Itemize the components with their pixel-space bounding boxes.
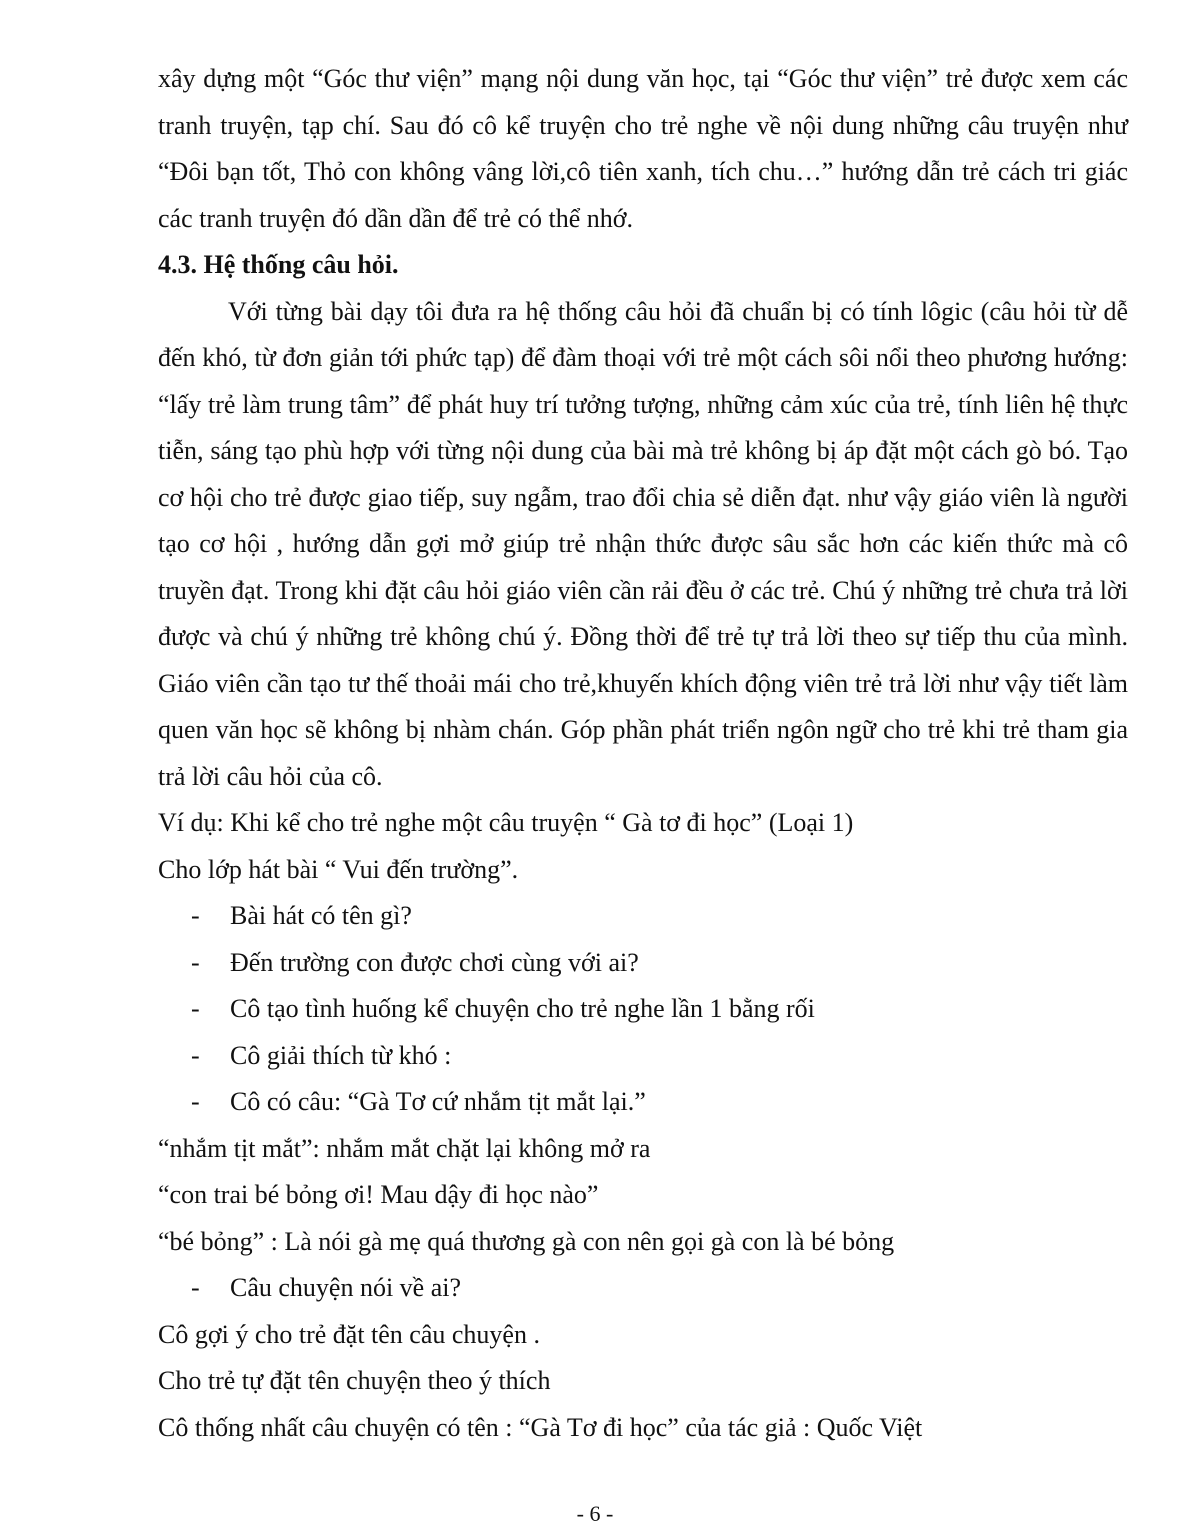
bullet-text: Câu chuyện nói về ai?	[230, 1273, 462, 1302]
song-line: Cho lớp hát bài “ Vui đến trường”.	[158, 854, 519, 884]
bullet-dash: -	[191, 1273, 200, 1302]
closing-line: Cô thống nhất câu chuyện có tên : “Gà Tơ đi học” của tác giả : Quốc Việt	[158, 1412, 923, 1442]
bullet-item	[158, 893, 1128, 940]
intro-paragraph: xây dựng một “Góc thư viện” mạng nội dung văn học, tại “Góc thư viện” trẻ được xem các tranh truyện, tạp chí. Sau đó cô kể truyện cho trẻ nghe về nội dung những câu truyện như “Đôi bạn tốt, Thỏ con không vâng lời,cô tiên xanh, tích chu…” hướng dẫn trẻ cách tri giác các tranh truyện đó dần dần để trẻ có thể nhớ.	[158, 64, 1128, 233]
bullet-item	[158, 940, 1128, 987]
bullet-text: Bài hát có tên gì?	[230, 901, 412, 930]
bullet-dash: -	[191, 1040, 200, 1070]
page-number: - 6 -	[576, 1501, 614, 1526]
bullet-text: Cô giải thích từ khó :	[230, 1040, 452, 1070]
bullet-text: Cô có câu: “Gà Tơ cứ nhắm tịt mắt lại.”	[230, 1087, 646, 1116]
definition-line: “con trai bé bỏng ơi! Mau dậy đi học nào”	[158, 1180, 599, 1209]
page-body	[158, 56, 1128, 1451]
closing-line: Cho trẻ tự đặt tên chuyện theo ý thích	[158, 1366, 551, 1395]
section-heading: 4.3. Hệ thống câu hỏi.	[158, 250, 399, 279]
bullet-text: Đến trường con được chơi cùng với ai?	[230, 947, 639, 977]
example-line: Ví dụ: Khi kể cho trẻ nghe một câu truyện “ Gà tơ đi học” (Loại 1)	[158, 808, 854, 837]
bullet-dash: -	[191, 947, 200, 977]
bullet-dash: -	[191, 994, 200, 1023]
bullet-dash: -	[191, 1087, 200, 1116]
bullet-item	[158, 1033, 1128, 1080]
bullet-dash: -	[191, 901, 200, 930]
bullet-item	[158, 1079, 1128, 1126]
bullet-text: Cô tạo tình huống kể chuyện cho trẻ nghe lần 1 bằng rối	[230, 994, 815, 1023]
main-paragraph: Với từng bài dạy tôi đưa ra hệ thống câu hỏi đã chuẩn bị có tính lôgic (câu hỏi từ dễ đến khó, từ đơn giản tới phức tạp) để đàm thoại với trẻ một cách sôi nổi theo phương hướng: “lấy trẻ làm trung tâm” để phát huy trí tưởng tượng, những cảm xúc của trẻ, tính liên hệ thực tiễn, sáng tạo phù hợp với từng nội dung của bài mà trẻ không bị áp đặt một cách gò bó. Tạo cơ hội cho trẻ được giao tiếp, suy ngẫm, trao đổi chia sẻ diễn đạt. như vậy giáo viên là người tạo cơ hội , hướng dẫn gợi mở giúp trẻ nhận thức được sâu sắc hơn các kiến thức mà cô truyền đạt. Trong khi đặt câu hỏi giáo viên cần rải đều ở các trẻ. Chú ý những trẻ chưa trả lời được và chú ý những trẻ không chú ý. Đồng thời để trẻ tự trả lời theo sự tiếp thu của mình. Giáo viên cần tạo tư thế thoải mái cho trẻ,khuyến khích động viên trẻ trả lời như vậy tiết làm quen văn học sẽ không bị nhàm chán. Góp phần phát triển ngôn ngữ cho trẻ khi trẻ tham gia trả lời câu hỏi của cô.	[158, 296, 1128, 791]
closing-line: Cô gợi ý cho trẻ đặt tên câu chuyện .	[158, 1319, 540, 1349]
bullet-item	[158, 986, 1128, 1033]
bullet-item	[158, 1265, 1128, 1312]
definition-line: “bé bỏng” : Là nói gà mẹ quá thương gà con nên gọi gà con là bé bỏng	[158, 1226, 895, 1256]
definition-line: “nhắm tịt mắt”: nhắm mắt chặt lại không mở ra	[158, 1133, 651, 1163]
